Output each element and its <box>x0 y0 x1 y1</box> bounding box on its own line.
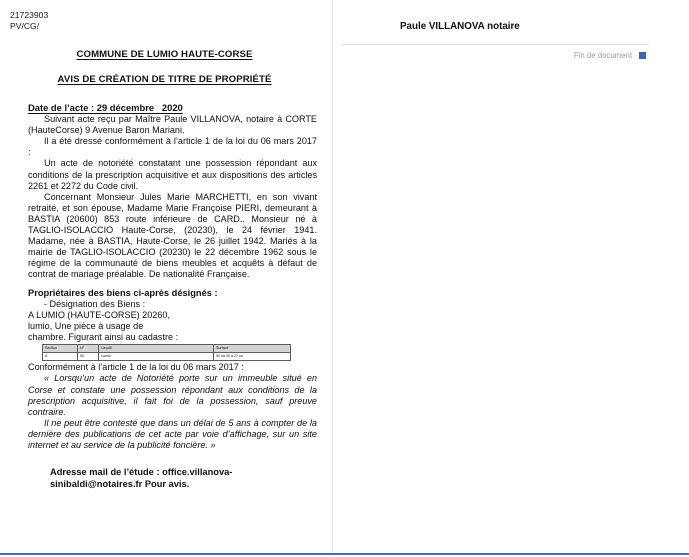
blue-square-marker-icon <box>639 52 646 59</box>
paragraph-notary: Suivant acte reçu par Maître Paule VILLANOVA, notaire à CORTE (HauteCorse) 9 Avenue Baron Mariani. <box>28 114 317 136</box>
cadastre-table <box>42 344 291 361</box>
end-of-document-marker <box>574 51 646 60</box>
bottom-status-bar <box>0 553 689 557</box>
document-body <box>10 102 319 490</box>
paragraph-persons: Concernant Monsieur Jules Marie MARCHETTI, en son vivant retraité, et son épouse, Madame Marie Françoise PIERI, demeurant à BASTIA (20600) 853 route inférieure de CARD.. Monsieur né à TAGLIO-ISOLACCIO Haute-Corse, (20230), le 24 février 1941. Madame, née à BASTIA, Haute-Corse, le 26 juillet 1942. Mariés à la mairie de TAGLIO-ISOLACCIO (20230) le 22 décembre 1962 sous le régime de la communauté de biens meubles et acquêts à défaut de contrat de mariage préalable. De nationalité Française. <box>28 191 317 280</box>
signature-block <box>28 467 317 490</box>
legal-quote-block <box>28 373 317 451</box>
study-email-line-2: sinibaldi@notaires.fr Pour avis. <box>50 478 190 489</box>
designation-line-3: chambre. Figurant ainsi au cadastre : <box>28 331 179 342</box>
document-pane[interactable] <box>0 0 333 557</box>
paragraph-law-reference: Il a été dressé conformément à l’article 1 de la loi du 06 mars 2017 : <box>28 136 317 158</box>
notary-name-heading: Paule VILLANOVA notaire <box>400 21 520 32</box>
cadastre-cell-lieudit: Lumio <box>99 353 214 361</box>
act-date-line: Date de l’acte : 29 décembre 2020 <box>28 102 183 113</box>
study-email-line-1: Adresse mail de l’étude : office.villanova- <box>50 467 233 478</box>
side-panel-divider <box>341 44 649 45</box>
paragraph-conformity: Conformément à l’article 1 de la loi du 06 mars 2017 : <box>28 362 244 373</box>
end-of-document-label: Fin de document <box>573 51 632 60</box>
heading-owners: Propriétaires des biens ci-après désignés : <box>28 287 218 298</box>
reference-number: 21723903 <box>10 10 49 20</box>
reference-initials: PV/CG/ <box>10 21 40 32</box>
paragraph-deed-description: Un acte de notoriété constatant une possession répondant aux conditions de la prescription acquisitive et aux dispositions des articles 2261 et 2272 du Code civil. <box>28 158 317 191</box>
cadastre-table-row <box>43 353 291 361</box>
document-page <box>0 0 333 535</box>
quote-paragraph-1: « Lorsqu’un acte de Notoriété porte sur un immeuble situé en Corse et constate une possession répondant aux conditions de la prescription acquisitive, il fait foi de la possession, sauf preuve contraire. <box>28 373 317 417</box>
reference-block <box>10 10 319 33</box>
cadastre-header-section: Section <box>43 344 78 352</box>
cadastre-cell-surface: 00 ha 00 a 27 ca <box>214 353 291 361</box>
cadastre-cell-section: A <box>43 353 78 361</box>
designation-label: - Désignation des Biens : <box>44 298 146 309</box>
cadastre-header-lieudit: Lieudit <box>99 344 214 352</box>
side-panel <box>333 0 689 557</box>
cadastre-cell-number: 90 <box>78 353 99 361</box>
cadastre-header-number: N° <box>78 344 99 352</box>
document-title-notice: AVIS DE CRÉATION DE TITRE DE PROPRIÉTÉ <box>57 73 272 85</box>
cadastre-header-row <box>43 344 291 352</box>
designation-line-2: lumio, Une pièce à usage de <box>28 320 144 331</box>
document-title-commune: COMMUNE DE LUMIO HAUTE-CORSE <box>76 48 253 60</box>
cadastre-header-surface: Surface <box>214 344 291 352</box>
quote-paragraph-2: Il ne peut être contesté que dans un délai de 5 ans à compter de la dernière des publications de cet acte par voie d’affichage, sur un site internet et au service de la publicité foncière. » <box>28 417 317 451</box>
designation-line-1: A LUMIO (HAUTE-CORSE) 20260, <box>28 309 171 320</box>
